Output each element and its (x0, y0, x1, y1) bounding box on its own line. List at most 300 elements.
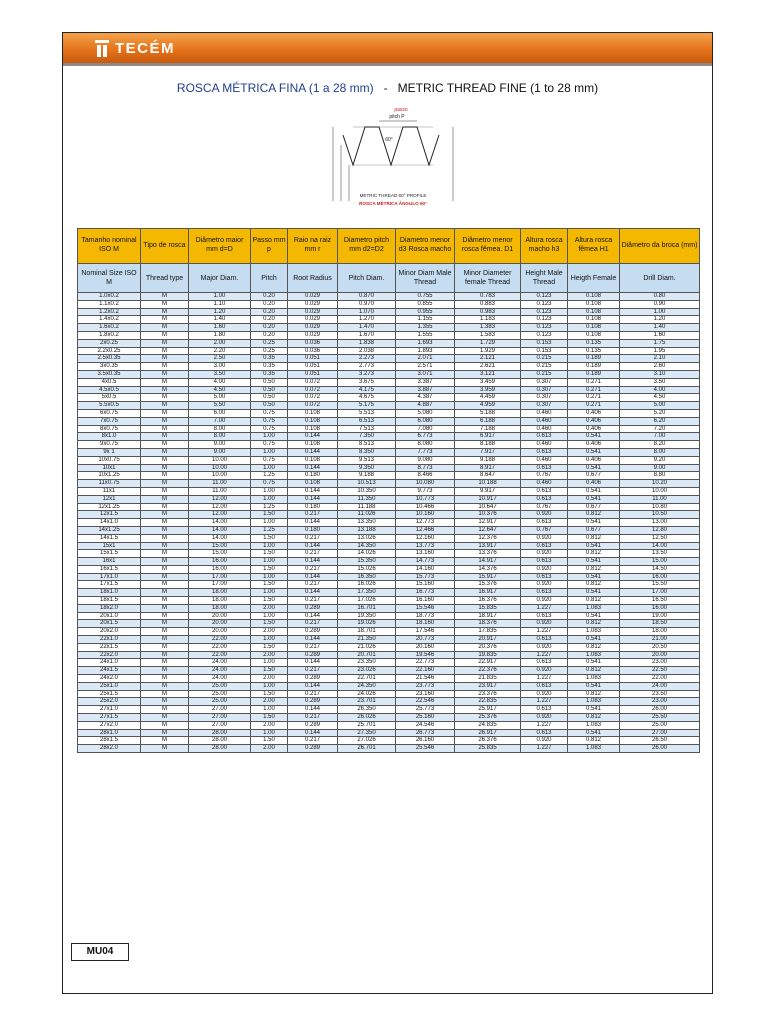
table-cell: 7.00 (189, 417, 251, 425)
table-cell: 1.00 (251, 558, 288, 566)
table-cell: 15.835 (455, 604, 521, 612)
table-cell: 22x2.0 (78, 651, 141, 659)
table-cell: 0.406 (568, 441, 620, 449)
table-cell: 0.289 (288, 651, 338, 659)
table-cell: 25.00 (189, 698, 251, 706)
table-cell: 18x1.5 (78, 597, 141, 605)
table-cell: 1.893 (396, 347, 455, 355)
table-cell: 0.541 (568, 729, 620, 737)
table-cell: 27.00 (620, 729, 700, 737)
column-header-pt: Altura rosca macho h3 (521, 229, 568, 264)
table-cell: 19.026 (338, 620, 396, 628)
table-cell: M (141, 448, 189, 456)
table-cell: M (141, 339, 189, 347)
table-cell: 0.072 (288, 386, 338, 394)
table-cell: 16.00 (620, 604, 700, 612)
table-cell: 15.00 (189, 542, 251, 550)
table-cell: 23.00 (620, 698, 700, 706)
table-cell: 1.50 (251, 737, 288, 745)
table-cell: 0.144 (288, 589, 338, 597)
table-cell: 10.00 (189, 472, 251, 480)
table-cell: M (141, 714, 189, 722)
table-cell: 23.917 (455, 682, 521, 690)
table-cell: 28x1.0 (78, 729, 141, 737)
table-cell: 0.108 (288, 417, 338, 425)
table-cell: 1.00 (251, 464, 288, 472)
table-cell: 4x0.5 (78, 378, 141, 386)
table-cell: 0.217 (288, 643, 338, 651)
table-cell: 7.350 (338, 433, 396, 441)
table-cell: 18.00 (189, 604, 251, 612)
table-cell: 1.083 (568, 698, 620, 706)
table-cell: 16.00 (189, 565, 251, 573)
table-cell: 0.970 (338, 300, 396, 308)
table-row (78, 519, 700, 527)
table-cell: 0.108 (288, 425, 338, 433)
table-cell: 0.307 (521, 386, 568, 394)
table-row (78, 495, 700, 503)
table-cell: 14.50 (620, 565, 700, 573)
table-cell: 1.00 (251, 636, 288, 644)
table-cell: 10.080 (396, 480, 455, 488)
table-cell: 20.376 (455, 643, 521, 651)
table-cell: 0.613 (521, 636, 568, 644)
table-cell: 0.307 (521, 378, 568, 386)
table-cell: 6.080 (396, 417, 455, 425)
table-cell: 4.175 (338, 386, 396, 394)
table-cell: 12.00 (189, 503, 251, 511)
table-cell: 0.855 (396, 300, 455, 308)
table-cell: 0.541 (568, 558, 620, 566)
table-row (78, 737, 700, 745)
table-cell: 14.350 (338, 542, 396, 550)
table-row (78, 433, 700, 441)
thread-profile-diagram (313, 105, 473, 213)
table-cell: 2.20 (189, 347, 251, 355)
table-cell: 22x1.5 (78, 643, 141, 651)
table-cell: 0.20 (251, 324, 288, 332)
table-cell: 0.029 (288, 316, 338, 324)
table-cell: 26.701 (338, 745, 396, 753)
table-cell: 6x0.75 (78, 409, 141, 417)
table-cell: 0.029 (288, 293, 338, 301)
table-cell: 10.188 (455, 480, 521, 488)
header-divider (63, 63, 712, 66)
table-cell: 5.00 (189, 394, 251, 402)
table-cell: 0.812 (568, 620, 620, 628)
table-cell: 15.00 (189, 550, 251, 558)
table-cell: 25x1.5 (78, 690, 141, 698)
table-cell: 6.188 (455, 417, 521, 425)
table-cell: 27.00 (189, 706, 251, 714)
table-row (78, 355, 700, 363)
table-row (78, 636, 700, 644)
table-cell: 1.227 (521, 604, 568, 612)
table-cell: 27.00 (189, 714, 251, 722)
table-cell: 3.387 (396, 378, 455, 386)
table-cell: 8.080 (396, 441, 455, 449)
table-cell: 19.835 (455, 651, 521, 659)
column-header-pt: Passo mm p (251, 229, 288, 264)
table-cell: 5x0.5 (78, 394, 141, 402)
table-row (78, 347, 700, 355)
table-cell: 1.40 (189, 316, 251, 324)
table-cell: 26.917 (455, 729, 521, 737)
table-cell: 22.546 (396, 698, 455, 706)
table-cell: 0.307 (521, 394, 568, 402)
table-cell: 8.20 (620, 441, 700, 449)
table-cell: 14.00 (189, 526, 251, 534)
table-cell: 10.20 (620, 480, 700, 488)
table-cell: 0.217 (288, 511, 338, 519)
table-cell: 0.072 (288, 378, 338, 386)
table-cell: M (141, 394, 189, 402)
table-cell: M (141, 667, 189, 675)
table-cell: 0.144 (288, 636, 338, 644)
page-title (63, 81, 712, 95)
table-cell: 5.5x0.5 (78, 402, 141, 410)
table-cell: 16.350 (338, 573, 396, 581)
table-cell: 0.812 (568, 511, 620, 519)
table-cell: 15.773 (396, 573, 455, 581)
table-cell: 1.270 (338, 316, 396, 324)
table-cell: 3.10 (620, 370, 700, 378)
table-cell: 1.00 (251, 729, 288, 737)
table-row (78, 612, 700, 620)
table-cell: 1.183 (455, 316, 521, 324)
table-cell: 1.227 (521, 651, 568, 659)
table-cell: 1.75 (620, 339, 700, 347)
table-cell: 0.271 (568, 386, 620, 394)
table-row (78, 573, 700, 581)
table-cell: 14.026 (338, 550, 396, 558)
table-cell: 16x1 (78, 558, 141, 566)
table-cell: 1.227 (521, 628, 568, 636)
column-header-en: Height Male Thread (521, 264, 568, 293)
table-cell: 8x0.75 (78, 425, 141, 433)
table-row (78, 386, 700, 394)
table-cell: 0.217 (288, 581, 338, 589)
table-cell: 8.00 (620, 448, 700, 456)
table-cell: 7x0.75 (78, 417, 141, 425)
table-cell: 0.767 (521, 503, 568, 511)
table-cell: 22.835 (455, 698, 521, 706)
table-cell: 13.50 (620, 550, 700, 558)
table-cell: 0.50 (251, 402, 288, 410)
table-cell: 8.350 (338, 448, 396, 456)
table-cell: 1.50 (251, 511, 288, 519)
table-cell: 0.677 (568, 526, 620, 534)
table-cell: 0.783 (455, 293, 521, 301)
title-english: METRIC THREAD FINE (1 to 28 mm) (397, 81, 599, 95)
table-cell: 1.070 (338, 308, 396, 316)
table-cell: M (141, 573, 189, 581)
table-cell: 0.983 (455, 308, 521, 316)
table-cell: 5.080 (396, 409, 455, 417)
table-cell: 0.406 (568, 417, 620, 425)
table-cell: 0.072 (288, 394, 338, 402)
table-cell: 22.917 (455, 659, 521, 667)
table-cell: 3.675 (338, 378, 396, 386)
table-cell: 23.50 (620, 690, 700, 698)
table-cell: 18.00 (189, 597, 251, 605)
table-cell: 0.144 (288, 682, 338, 690)
table-cell: 0.75 (251, 441, 288, 449)
column-header-en: Minor Diam Male Thread (396, 264, 455, 293)
table-cell: 0.217 (288, 620, 338, 628)
table-cell: 0.144 (288, 433, 338, 441)
table-cell: 16.773 (396, 589, 455, 597)
table-cell: 0.307 (521, 402, 568, 410)
table-cell: 0.920 (521, 643, 568, 651)
table-cell: 0.406 (568, 480, 620, 488)
table-cell: 11.00 (620, 495, 700, 503)
table-cell: 1.1x0.2 (78, 300, 141, 308)
table-cell: M (141, 495, 189, 503)
table-cell: 0.812 (568, 667, 620, 675)
table-cell: 0.123 (521, 331, 568, 339)
table-row (78, 425, 700, 433)
table-cell: 0.123 (521, 316, 568, 324)
table-cell: 1.693 (396, 339, 455, 347)
table-cell: 0.215 (521, 363, 568, 371)
table-cell: 16.160 (396, 597, 455, 605)
table-cell: 0.50 (251, 378, 288, 386)
table-cell: 1.00 (251, 542, 288, 550)
table-cell: 3.5x0.35 (78, 370, 141, 378)
table-cell: M (141, 612, 189, 620)
table-cell: 7.188 (455, 425, 521, 433)
table-cell: 22.00 (620, 675, 700, 683)
table-cell: 1.50 (251, 714, 288, 722)
column-header-en: Pitch (251, 264, 288, 293)
table-cell: 20.773 (396, 636, 455, 644)
table-cell: 2.621 (455, 363, 521, 371)
table-cell: 15.00 (620, 558, 700, 566)
table-cell: 17.00 (189, 581, 251, 589)
table-cell: 0.217 (288, 550, 338, 558)
document-code: MU04 (71, 943, 129, 961)
table-cell: 14.376 (455, 565, 521, 573)
column-header-en: Minor Diameter female Thread (455, 264, 521, 293)
table-cell: 10.350 (338, 487, 396, 495)
table-row (78, 714, 700, 722)
table-cell: 0.144 (288, 464, 338, 472)
table-row (78, 378, 700, 386)
table-cell: 24.546 (396, 721, 455, 729)
table-cell: 3x0.35 (78, 363, 141, 371)
table-row (78, 441, 700, 449)
table-cell: 17.026 (338, 597, 396, 605)
table-cell: 25.160 (396, 714, 455, 722)
table-cell: 5.188 (455, 409, 521, 417)
table-cell: 20.917 (455, 636, 521, 644)
table-cell: 11.350 (338, 495, 396, 503)
table-cell: 0.812 (568, 565, 620, 573)
table-cell: 0.460 (521, 480, 568, 488)
table-cell: 28x2.0 (78, 745, 141, 753)
table-cell: 0.920 (521, 550, 568, 558)
table-cell: M (141, 745, 189, 753)
table-cell: 13.00 (620, 519, 700, 527)
table-cell: 9.917 (455, 487, 521, 495)
table-cell: 24.00 (189, 659, 251, 667)
table-cell: 0.35 (251, 370, 288, 378)
table-cell: 11.00 (189, 480, 251, 488)
table-cell: 0.406 (568, 456, 620, 464)
table-cell: 20.00 (189, 620, 251, 628)
table-cell: 0.271 (568, 402, 620, 410)
table-cell: 27x1.5 (78, 714, 141, 722)
table-cell: 17.835 (455, 628, 521, 636)
table-cell: M (141, 355, 189, 363)
table-cell: 13.917 (455, 542, 521, 550)
table-cell: 0.955 (396, 308, 455, 316)
table-cell: 3.121 (455, 370, 521, 378)
table-cell: 0.613 (521, 433, 568, 441)
table-cell: 24.00 (189, 675, 251, 683)
table-cell: M (141, 597, 189, 605)
column-header-pt: Diâmetro da broca (mm) (620, 229, 700, 264)
table-cell: 1.155 (396, 316, 455, 324)
table-cell: 2.273 (338, 355, 396, 363)
table-cell: 18x1.0 (78, 589, 141, 597)
table-cell: 0.144 (288, 659, 338, 667)
table-cell: 0.123 (521, 308, 568, 316)
table-cell: 2.00 (251, 651, 288, 659)
table-cell: 8.80 (620, 472, 700, 480)
document-page (62, 32, 713, 994)
table-cell: 21.00 (620, 636, 700, 644)
table-cell: 0.541 (568, 682, 620, 690)
table-cell: 1.50 (251, 620, 288, 628)
table-cell: 9.188 (338, 472, 396, 480)
table-cell: 12.00 (189, 511, 251, 519)
table-cell: 1.355 (396, 324, 455, 332)
diagram-pitch-label: pitch P (389, 114, 405, 120)
table-cell: 23.00 (620, 659, 700, 667)
column-header-en: Major Diam. (189, 264, 251, 293)
table-cell: 22.50 (620, 667, 700, 675)
table-cell: 0.217 (288, 534, 338, 542)
table-cell: 0.920 (521, 690, 568, 698)
table-cell: 15.350 (338, 558, 396, 566)
table-row (78, 511, 700, 519)
table-cell: M (141, 526, 189, 534)
table-cell: M (141, 425, 189, 433)
table-cell: 26.773 (396, 729, 455, 737)
table-cell: 0.217 (288, 737, 338, 745)
table-cell: M (141, 511, 189, 519)
table-cell: 0.144 (288, 448, 338, 456)
table-row (78, 363, 700, 371)
table-cell: 0.920 (521, 714, 568, 722)
table-cell: 0.189 (568, 370, 620, 378)
table-cell: M (141, 402, 189, 410)
brand-header-bar (63, 33, 712, 63)
table-row (78, 370, 700, 378)
table-header-row-portuguese (78, 229, 700, 264)
table-cell: 0.051 (288, 355, 338, 363)
brand-logo (95, 37, 175, 59)
table-cell: 24x1.5 (78, 667, 141, 675)
table-cell: M (141, 347, 189, 355)
table-cell: 0.80 (620, 293, 700, 301)
table-cell: 0.50 (251, 386, 288, 394)
table-cell: M (141, 293, 189, 301)
table-cell: 1.00 (620, 308, 700, 316)
column-header-en: Pitch Diam. (338, 264, 396, 293)
table-cell: 0.677 (568, 472, 620, 480)
table-cell: 16.701 (338, 604, 396, 612)
table-cell: 25.701 (338, 721, 396, 729)
table-cell: 26.350 (338, 706, 396, 714)
table-cell: 0.812 (568, 690, 620, 698)
column-header-en: Heigth Female (568, 264, 620, 293)
table-cell: 0.870 (338, 293, 396, 301)
table-cell: 0.541 (568, 519, 620, 527)
table-cell: 22.00 (189, 651, 251, 659)
table-cell: 0.189 (568, 355, 620, 363)
table-cell: 1.80 (189, 331, 251, 339)
table-row (78, 534, 700, 542)
table-body (78, 293, 700, 753)
table-cell: 25.00 (189, 690, 251, 698)
table-row (78, 698, 700, 706)
table-cell: 18.917 (455, 612, 521, 620)
table-cell: 0.180 (288, 472, 338, 480)
table-row (78, 339, 700, 347)
table-cell: 0.153 (521, 339, 568, 347)
table-cell: 18.00 (620, 628, 700, 636)
table-cell: M (141, 433, 189, 441)
table-cell: 0.029 (288, 331, 338, 339)
table-cell: 3.00 (189, 363, 251, 371)
table-cell: 0.90 (620, 300, 700, 308)
table-cell: 11x1 (78, 487, 141, 495)
table-cell: 17x1.5 (78, 581, 141, 589)
table-cell: 0.920 (521, 667, 568, 675)
table-cell: 0.153 (521, 347, 568, 355)
table-row (78, 643, 700, 651)
table-cell: 20x1.5 (78, 620, 141, 628)
table-cell: 0.541 (568, 448, 620, 456)
table-cell: 1.729 (455, 339, 521, 347)
table-cell: 22x1.0 (78, 636, 141, 644)
table-cell: 1.50 (251, 667, 288, 675)
table-cell: 0.460 (521, 425, 568, 433)
table-cell: 0.180 (288, 526, 338, 534)
table-cell: 1.00 (251, 448, 288, 456)
table-cell: 0.767 (521, 526, 568, 534)
table-cell: 18.00 (189, 589, 251, 597)
table-cell: 26.00 (620, 706, 700, 714)
table-cell: 15.546 (396, 604, 455, 612)
table-cell: 0.541 (568, 659, 620, 667)
table-cell: 0.541 (568, 542, 620, 550)
table-cell: 1.583 (455, 331, 521, 339)
table-cell: 1.4x0.2 (78, 316, 141, 324)
table-cell: 20.50 (620, 643, 700, 651)
table-row (78, 472, 700, 480)
table-cell: 24.835 (455, 721, 521, 729)
table-cell: 0.271 (568, 394, 620, 402)
column-header-en: Drill Diam. (620, 264, 700, 293)
table-cell: 13.026 (338, 534, 396, 542)
table-cell: 23.160 (396, 690, 455, 698)
column-header-pt: Tipo de rosca (141, 229, 189, 264)
table-cell: 10.466 (396, 503, 455, 511)
